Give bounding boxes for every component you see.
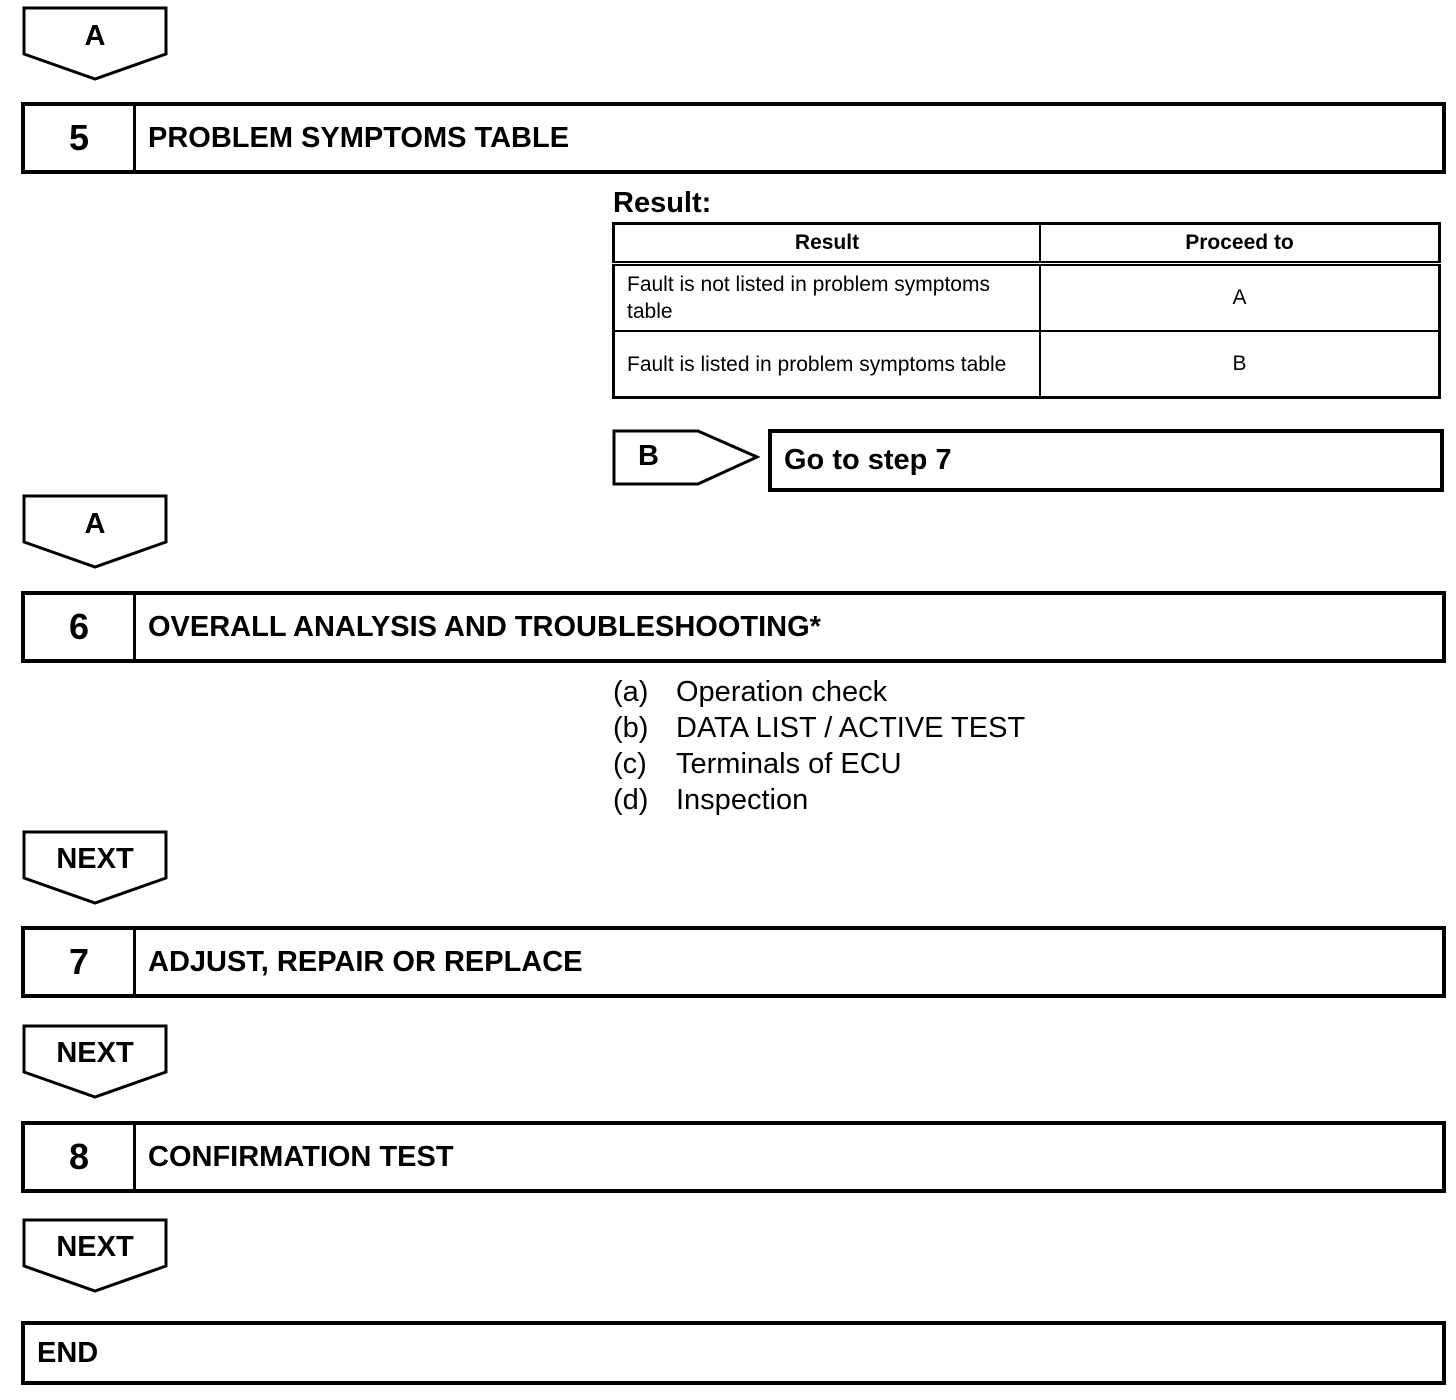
table-header-row — [614, 224, 1440, 264]
proceed-cell: B — [1040, 331, 1440, 398]
item-letter: (c) — [613, 748, 647, 780]
arrow-next-1 — [22, 830, 168, 906]
arrow-a-middle — [22, 494, 168, 570]
item-text: Operation check — [676, 676, 888, 708]
step-number: 5 — [25, 106, 136, 170]
proceed-cell: A — [1040, 264, 1440, 332]
step-6-header — [21, 591, 1446, 663]
step-8-header — [21, 1121, 1446, 1193]
result-cell: Fault is not listed in problem symptoms table — [614, 264, 1041, 332]
arrow-label: B — [638, 440, 659, 472]
result-label: Result: — [613, 187, 712, 219]
item-letter: (b) — [613, 712, 649, 744]
arrow-next-3 — [22, 1218, 168, 1294]
step-6-item-list — [613, 674, 1025, 818]
result-cell: Fault is listed in problem symptoms table — [614, 331, 1041, 398]
end-label: END — [37, 1337, 99, 1369]
arrow-label: A — [84, 20, 106, 52]
item-text: DATA LIST / ACTIVE TEST — [676, 712, 1026, 744]
step-title: CONFIRMATION TEST — [148, 1141, 454, 1173]
arrow-label: A — [84, 508, 106, 540]
list-item — [613, 746, 1025, 782]
table-row — [614, 331, 1440, 398]
header-result: Result — [614, 224, 1041, 264]
goto-step-text: Go to step 7 — [784, 444, 952, 476]
arrow-label: NEXT — [56, 1231, 134, 1263]
step-title: ADJUST, REPAIR OR REPLACE — [148, 946, 583, 978]
result-table — [612, 222, 1441, 399]
right-pentagon-icon — [612, 429, 760, 487]
item-text: Inspection — [676, 784, 809, 816]
step-title: OVERALL ANALYSIS AND TROUBLESHOOTING* — [148, 611, 821, 643]
list-item — [613, 782, 1025, 818]
list-item — [613, 674, 1025, 710]
item-letter: (d) — [613, 784, 649, 816]
step-number: 7 — [25, 930, 136, 994]
end-box — [21, 1321, 1446, 1385]
step-title: PROBLEM SYMPTOMS TABLE — [148, 122, 570, 154]
arrow-label: NEXT — [56, 1037, 134, 1069]
arrow-b-right — [612, 429, 760, 487]
header-proceed-to: Proceed to — [1040, 224, 1440, 264]
step-number: 8 — [25, 1125, 136, 1189]
arrow-a-top — [22, 6, 168, 82]
arrow-label: NEXT — [56, 843, 134, 875]
arrow-next-2 — [22, 1024, 168, 1100]
item-text: Terminals of ECU — [676, 748, 902, 780]
list-item — [613, 710, 1025, 746]
step-7-header — [21, 926, 1446, 998]
step-5-header — [21, 102, 1446, 174]
table-row — [614, 264, 1440, 332]
goto-step-box — [768, 429, 1444, 492]
item-letter: (a) — [613, 676, 649, 708]
step-number: 6 — [25, 595, 136, 659]
